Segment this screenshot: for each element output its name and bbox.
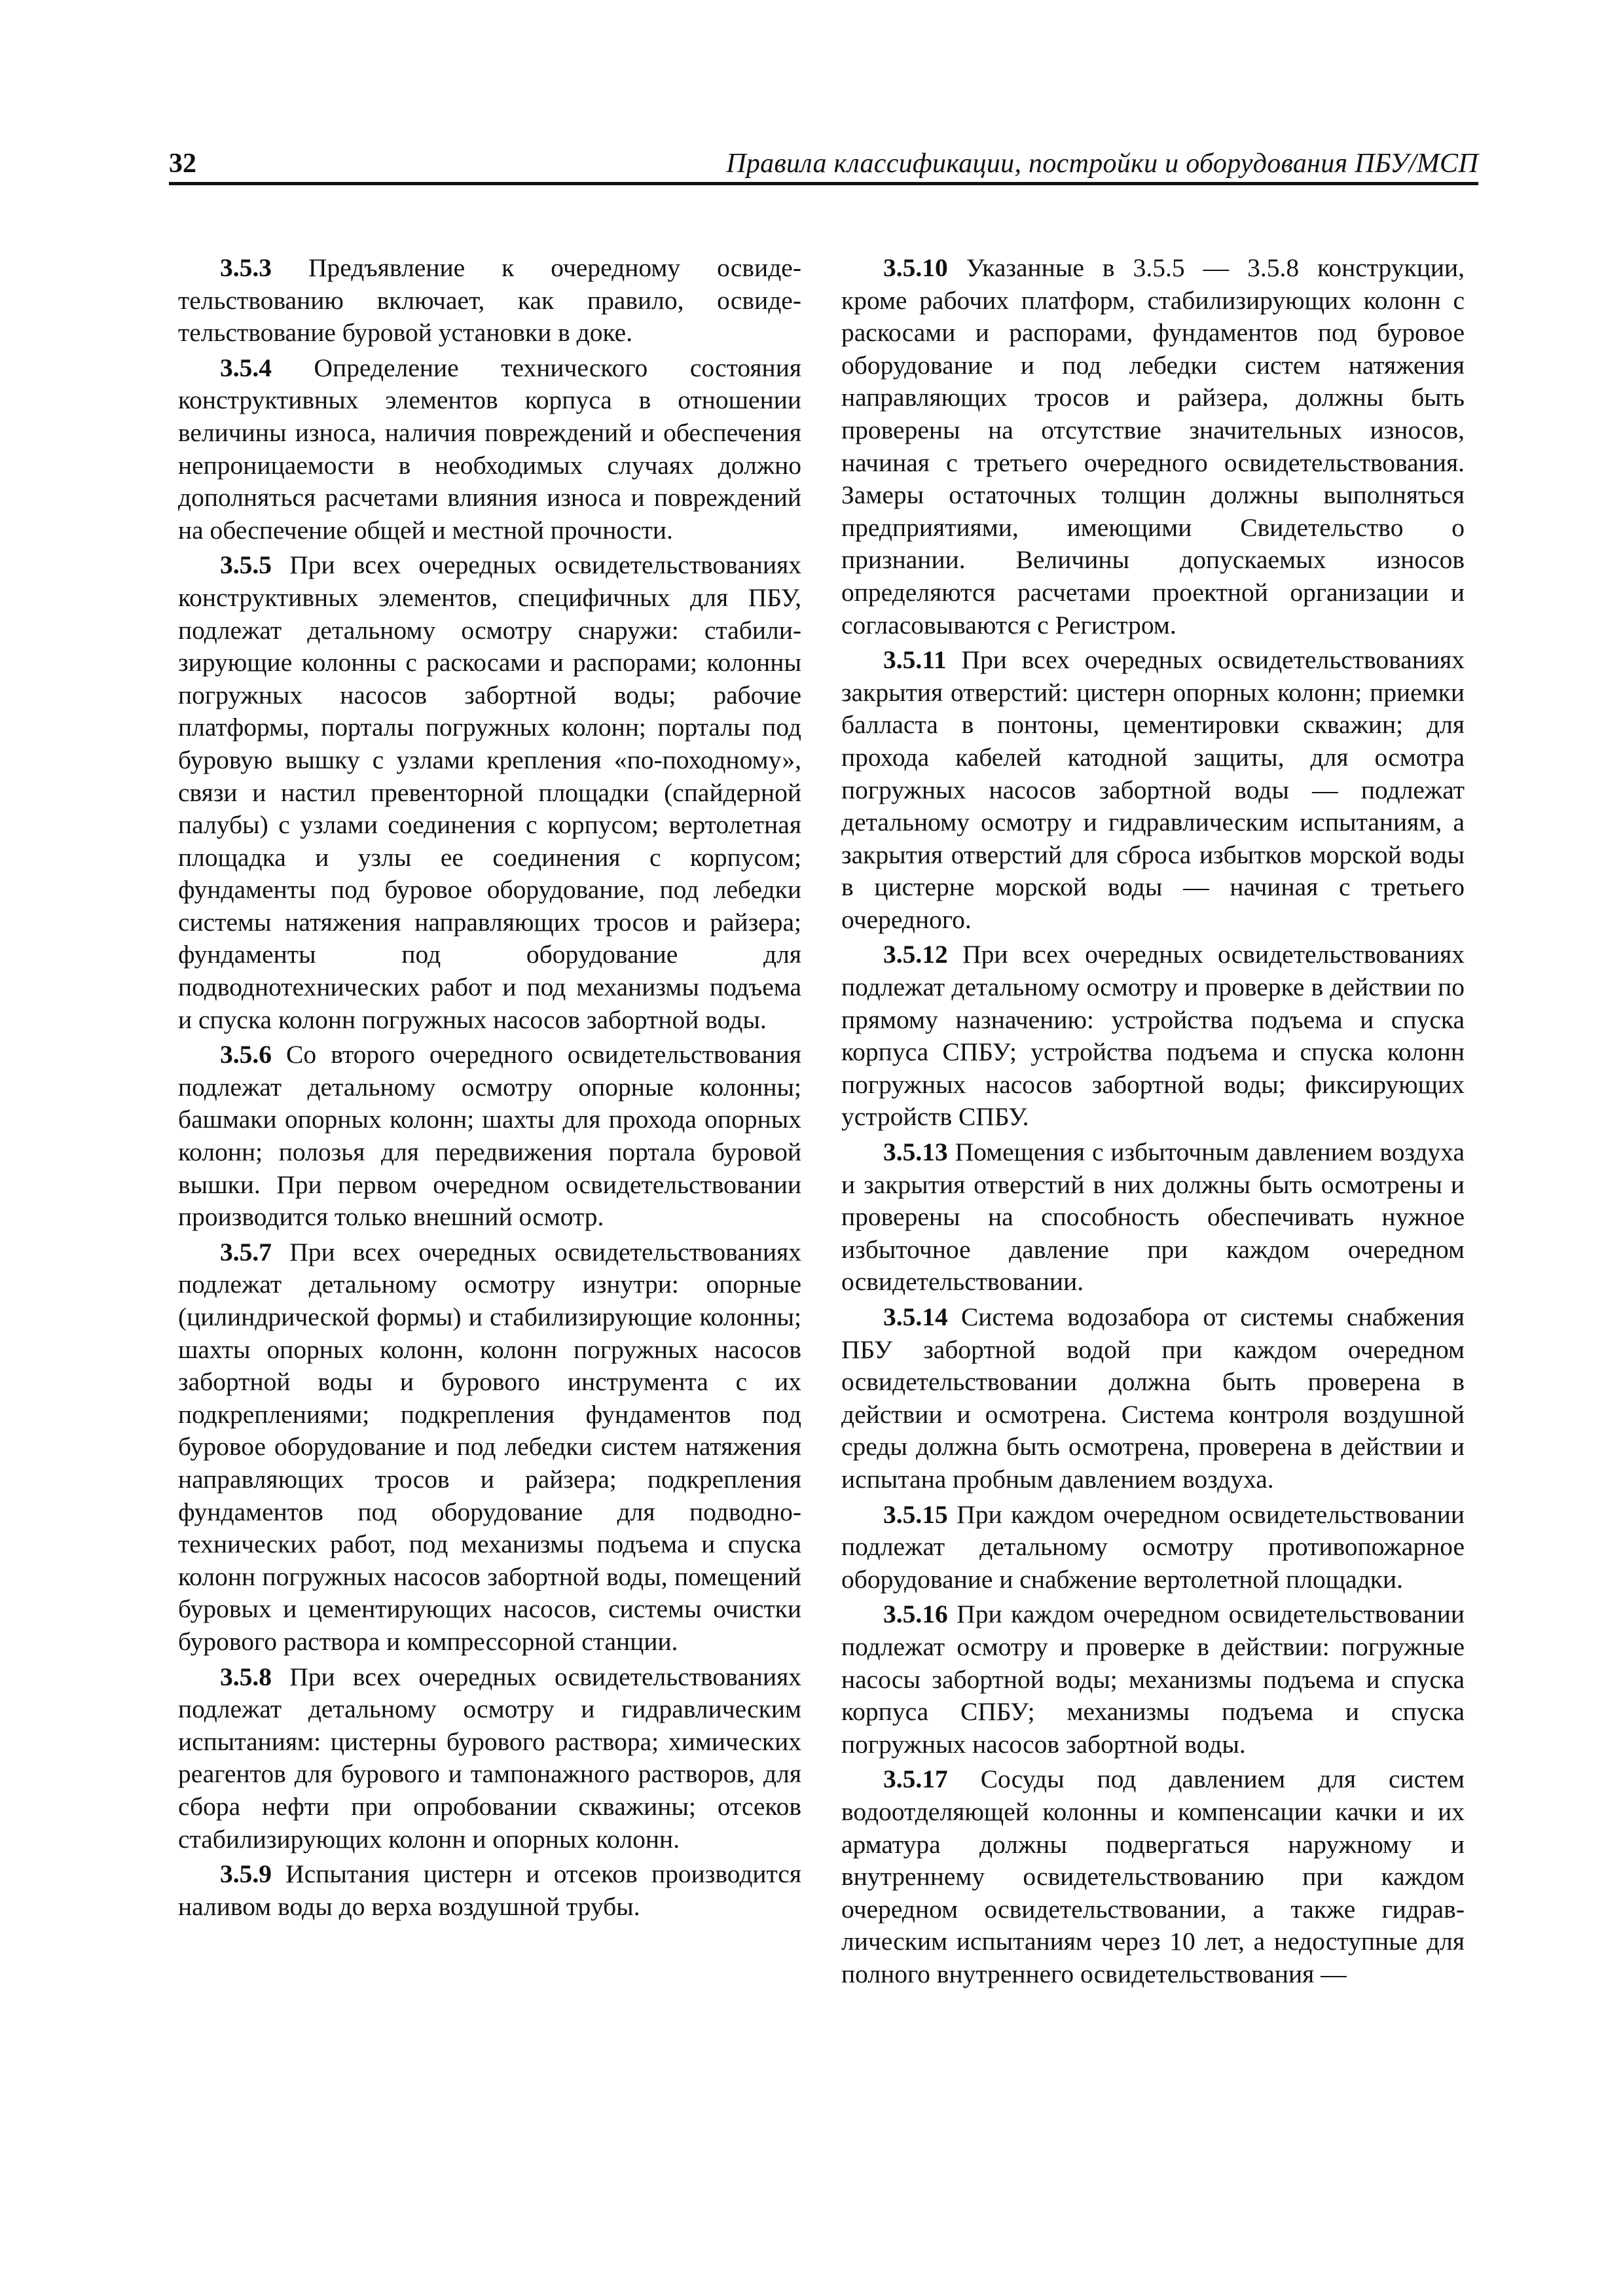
clause-text: При каждом очередном освидетельствовании подлежат осмотру и проверке в действии: погружные насосы забортной воды; механизмы подъема и спуска корпуса СПБУ; механизмы подъема и спуска погружных насосов забортной воды. — [841, 1600, 1465, 1759]
clause-text: Испытания цистерн и отсеков производится наливом воды до верха воздушной трубы. — [178, 1859, 802, 1921]
paragraph-3-5-7 — [178, 1236, 801, 1659]
paragraph-3-5-5 — [178, 549, 801, 1036]
paragraph-3-5-16 — [841, 1598, 1465, 1761]
clause-number: 3.5.4 — [220, 353, 272, 382]
clause-number: 3.5.14 — [883, 1302, 948, 1331]
clause-number: 3.5.6 — [220, 1040, 272, 1069]
clause-text: Предъявление к очередному освидетельствованию включает, как правило, освидетельствование буровой установки в доке. — [178, 253, 801, 348]
paragraph-3-5-4 — [178, 352, 801, 547]
clause-number: 3.5.10 — [883, 253, 948, 282]
clause-number: 3.5.13 — [883, 1138, 948, 1167]
clause-text: При всех очередных освидетельствованиях закрытия отверстий: цистерн опорных колонн; приемки балласта в понтоны, цементировки скважин; для прохода кабелей катодной защиты, для осмотра погружных насосов забортной воды — подлежат детальному осмотру и гидравлическим испытаниям, а закрытия отверстий для сброса избытков морской воды в цистерне морской воды — начиная с третьего очередного. — [841, 645, 1465, 934]
clause-number: 3.5.3 — [220, 253, 272, 282]
clause-number: 3.5.12 — [883, 940, 948, 969]
paragraph-3-5-14 — [841, 1301, 1465, 1496]
paragraph-3-5-17 — [841, 1763, 1465, 1990]
paragraph-3-5-9 — [178, 1858, 801, 1923]
clause-text: При всех очередных освидетельствованиях подлежат детальному осмотру и гидравлическим испытаниям: цистерны бурового раствора; химических реагентов для бурового и тампонажного растворов, для сбора нефти при опробовании скважины; отсеков стабилизирующих колонн и опорных колонн. — [178, 1662, 801, 1854]
clause-text: Помещения с избыточным давлением воздуха и закрытия отверстий в них должны быть осмотрены и проверены на способность обеспечивать нужное избыточное давление при каждом очередном освидетельствовании. — [841, 1138, 1465, 1297]
clause-text: Указанные в 3.5.5 — 3.5.8 конструкции, кроме рабочих платформ, стабилизирующих колонн с раскосами и распорами, фундаментов под буровое оборудование и под лебедки систем натяжения направляющих тросов и райзера, должны быть проверены на отсутствие значительных износов, начиная с третьего очередного освидетельствования. Замеры остаточных толщин должны выполняться предприятиями, имеющими Свидетельство о признании. Величины допускаемых износов определяются расчетами проектной организации и согласовываются с Регистром. — [841, 253, 1465, 639]
clause-number: 3.5.17 — [883, 1765, 948, 1794]
clause-number: 3.5.16 — [883, 1600, 948, 1629]
paragraph-3-5-3 — [178, 252, 801, 350]
clause-text: При всех очередных освидетельствованиях подлежат детальному осмотру и проверке в действии по прямому назначению: устройства подъема и спуска корпуса СПБУ; устройства подъема и спуска колонн погружных насосов забортной воды; фиксирующих устройств СПБУ. — [841, 940, 1465, 1132]
clause-text: При всех очередных освидетельствованиях конструктивных элементов, специфичных для ПБУ, подлежат детальному осмотру снаружи: стабилизирующие колонны с раскосами и распорами; колонны погружных насосов забортной воды; рабочие платформы, порталы погружных колонн; порталы под буровую вышку с узлами крепления «по-походному», связи и настил превенторной площадки (спайдерной палубы) с узлами соединения с корпусом; вертолетная площадка и узлы ее соединения с корпусом; фундаменты под буровое оборудование, под лебедки системы натяжения направляющих тросов и райзера; фундаменты под оборудование для подводнотехнических работ и под механизмы подъема и спуска колонн погружных насосов забортной воды. — [178, 550, 801, 1034]
clause-text: Сосуды под давлением для систем водоотделяющей колонны и компенсации качки и их арматура должны подвергаться наружному и внутреннему освидетельствованию при каждом очередном освидетельствовании, а также гидравлическим испытаниям через 10 лет, а недоступные для полного внутреннего освидетельствования — — [841, 1765, 1465, 1988]
page-number: 32 — [169, 149, 196, 179]
clause-number: 3.5.8 — [220, 1662, 272, 1691]
clause-text: Со второго очередного освидетельствования подлежат детальному осмотру опорные колонны; башмаки опорных колонн; шахты для прохода опорных колонн; полозья для передвижения портала буровой вышки. При первом очередном освидетельствовании производится только внешний осмотр. — [178, 1040, 801, 1232]
right-column — [841, 252, 1465, 1993]
paragraph-3-5-6 — [178, 1039, 801, 1234]
running-title: Правила классификации, постройки и оборудования ПБУ/МСП — [726, 149, 1478, 179]
paragraph-3-5-12 — [841, 939, 1465, 1134]
clause-number: 3.5.9 — [220, 1859, 272, 1889]
clause-number: 3.5.5 — [220, 550, 272, 580]
page-header — [169, 145, 1478, 182]
clause-number: 3.5.7 — [220, 1237, 272, 1266]
clause-text: Определение технического состояния конструктивных элементов корпуса в отношении величины износа, наличия повреждений и обеспечения непроницаемости в необходимых случаях должно дополняться расчетами влияния износа и повреждений на обеспечение общей и местной прочности. — [178, 353, 802, 545]
clause-text: При каждом очередном освидетельствовании подлежат детальному осмотру противопожарное оборудование и снабжение вертолетной площадки. — [841, 1499, 1465, 1594]
clause-text: Система водозабора от системы снабжения ПБУ забортной водой при каждом очередном освидетельствовании должна быть проверена в действии и осмотрена. Система контроля воздушной среды должна быть осмотрена, проверена в действии и испытана пробным давлением воздуха. — [841, 1302, 1465, 1494]
paragraph-3-5-13 — [841, 1136, 1465, 1299]
left-column — [178, 252, 801, 1926]
clause-number: 3.5.11 — [883, 645, 947, 675]
header-rule — [169, 182, 1478, 185]
paragraph-3-5-8 — [178, 1661, 801, 1856]
paragraph-3-5-15 — [841, 1499, 1465, 1596]
paragraph-3-5-11 — [841, 644, 1465, 936]
clause-number: 3.5.15 — [883, 1499, 948, 1529]
clause-text: При всех очередных освидетельствованиях подлежат детальному осмотру изнутри: опорные (цилиндрической формы) и стабилизирующие колонны; шахты опорных колонн, колонн погружных насосов забортной воды и бурового инструмента с их подкреплениями; подкрепления фундаментов под буровое оборудование и под лебедки систем натяжения направляющих тросов и райзера; подкрепления фундаментов под оборудование для подводно-технических работ, под механизмы подъема и спуска колонн погружных насосов забортной воды, помещений буровых и цементирующих насосов, системы очистки бурового раствора и компрессорной станции. — [178, 1237, 801, 1656]
paragraph-3-5-10 — [841, 252, 1465, 641]
